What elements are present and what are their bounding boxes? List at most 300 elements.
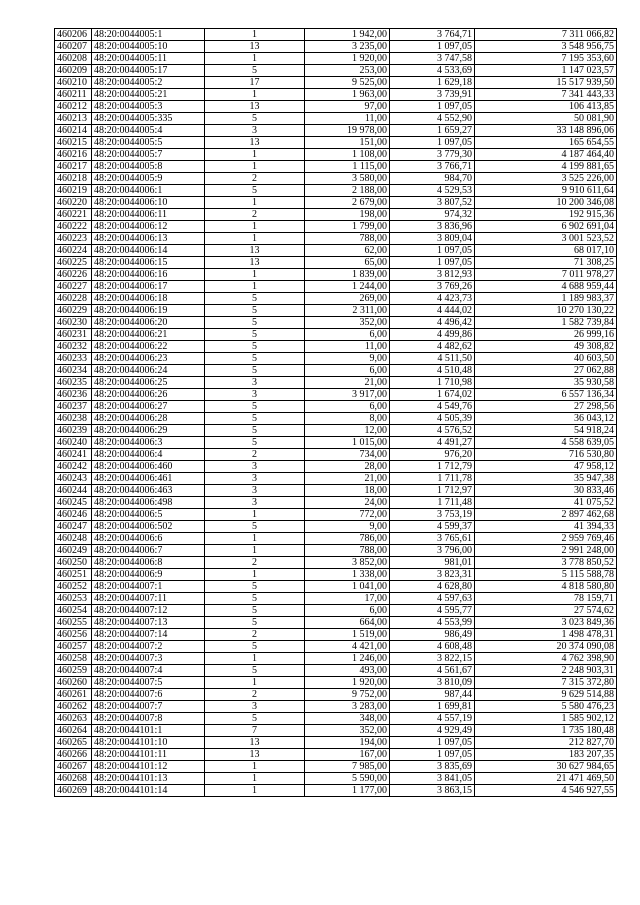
cadastral-number: 48:20:0044006:19 — [92, 305, 205, 317]
cadastral-value: 41 075,52 — [475, 497, 617, 509]
group-number: 5 — [205, 605, 305, 617]
area: 198,00 — [305, 209, 390, 221]
row-id: 460225 — [55, 257, 92, 269]
group-number: 2 — [205, 449, 305, 461]
area: 8,00 — [305, 413, 390, 425]
table-row — [55, 377, 617, 389]
area: 62,00 — [305, 245, 390, 257]
unit-price: 3 769,26 — [390, 281, 475, 293]
area: 786,00 — [305, 533, 390, 545]
unit-price: 4 929,49 — [390, 725, 475, 737]
table-row — [55, 329, 617, 341]
unit-price: 1 699,81 — [390, 701, 475, 713]
group-number: 5 — [205, 365, 305, 377]
group-number: 3 — [205, 377, 305, 389]
group-number: 5 — [205, 341, 305, 353]
cadastral-number: 48:20:0044006:18 — [92, 293, 205, 305]
table-row — [55, 317, 617, 329]
group-number: 13 — [205, 101, 305, 113]
table-row — [55, 221, 617, 233]
cadastral-number: 48:20:0044006:498 — [92, 497, 205, 509]
table-body — [55, 29, 617, 797]
table-row — [55, 545, 617, 557]
unit-price: 3 739,91 — [390, 89, 475, 101]
group-number: 1 — [205, 149, 305, 161]
cadastral-number: 48:20:0044007:13 — [92, 617, 205, 629]
cadastral-value: 10 270 130,22 — [475, 305, 617, 317]
unit-price: 4 529,53 — [390, 185, 475, 197]
group-number: 13 — [205, 257, 305, 269]
table-row — [55, 401, 617, 413]
area: 17,00 — [305, 593, 390, 605]
area: 6,00 — [305, 401, 390, 413]
area: 1 246,00 — [305, 653, 390, 665]
unit-price: 1 097,05 — [390, 749, 475, 761]
cadastral-value: 4 762 398,90 — [475, 653, 617, 665]
row-id: 460210 — [55, 77, 92, 89]
table-row — [55, 41, 617, 53]
group-number: 1 — [205, 545, 305, 557]
group-number: 1 — [205, 197, 305, 209]
cadastral-number: 48:20:0044006:3 — [92, 437, 205, 449]
group-number: 2 — [205, 557, 305, 569]
unit-price: 3 807,52 — [390, 197, 475, 209]
area: 6,00 — [305, 329, 390, 341]
table-row — [55, 701, 617, 713]
table-row — [55, 365, 617, 377]
table-row — [55, 653, 617, 665]
cadastral-value: 78 159,71 — [475, 593, 617, 605]
cadastral-number: 48:20:0044101:1 — [92, 725, 205, 737]
unit-price: 3 810,09 — [390, 677, 475, 689]
cadastral-number: 48:20:0044005:21 — [92, 89, 205, 101]
area: 1 920,00 — [305, 677, 390, 689]
cadastral-value: 7 315 372,80 — [475, 677, 617, 689]
table-row — [55, 557, 617, 569]
row-id: 460252 — [55, 581, 92, 593]
unit-price: 3 753,19 — [390, 509, 475, 521]
cadastral-number: 48:20:0044007:2 — [92, 641, 205, 653]
cadastral-value: 106 413,85 — [475, 101, 617, 113]
row-id: 460242 — [55, 461, 92, 473]
group-number: 5 — [205, 425, 305, 437]
row-id: 460213 — [55, 113, 92, 125]
cadastral-value: 1 585 902,12 — [475, 713, 617, 725]
table-row — [55, 725, 617, 737]
row-id: 460260 — [55, 677, 92, 689]
table-row — [55, 413, 617, 425]
area: 772,00 — [305, 509, 390, 521]
row-id: 460218 — [55, 173, 92, 185]
row-id: 460248 — [55, 533, 92, 545]
table-row — [55, 233, 617, 245]
cadastral-value: 4 688 959,44 — [475, 281, 617, 293]
row-id: 460247 — [55, 521, 92, 533]
cadastral-value: 4 199 881,65 — [475, 161, 617, 173]
row-id: 460215 — [55, 137, 92, 149]
unit-price: 1 674,02 — [390, 389, 475, 401]
cadastral-value: 7 195 353,60 — [475, 53, 617, 65]
group-number: 13 — [205, 245, 305, 257]
cadastral-value: 212 827,70 — [475, 737, 617, 749]
unit-price: 4 505,39 — [390, 413, 475, 425]
cadastral-value: 50 081,90 — [475, 113, 617, 125]
cadastral-number: 48:20:0044007:11 — [92, 593, 205, 605]
area: 7 985,00 — [305, 761, 390, 773]
cadastral-number: 48:20:0044006:461 — [92, 473, 205, 485]
table-row — [55, 185, 617, 197]
row-id: 460236 — [55, 389, 92, 401]
group-number: 1 — [205, 761, 305, 773]
group-number: 1 — [205, 653, 305, 665]
row-id: 460262 — [55, 701, 92, 713]
cadastral-number: 48:20:0044005:17 — [92, 65, 205, 77]
area: 167,00 — [305, 749, 390, 761]
row-id: 460261 — [55, 689, 92, 701]
cadastral-number: 48:20:0044006:25 — [92, 377, 205, 389]
area: 18,00 — [305, 485, 390, 497]
group-number: 5 — [205, 401, 305, 413]
cadastral-value: 27 574,62 — [475, 605, 617, 617]
cadastral-number: 48:20:0044006:28 — [92, 413, 205, 425]
cadastral-number: 48:20:0044006:1 — [92, 185, 205, 197]
row-id: 460264 — [55, 725, 92, 737]
area: 3 917,00 — [305, 389, 390, 401]
cadastral-number: 48:20:0044101:11 — [92, 749, 205, 761]
cadastral-number: 48:20:0044101:10 — [92, 737, 205, 749]
row-id: 460227 — [55, 281, 92, 293]
group-number: 1 — [205, 269, 305, 281]
group-number: 5 — [205, 185, 305, 197]
row-id: 460258 — [55, 653, 92, 665]
group-number: 3 — [205, 125, 305, 137]
area: 21,00 — [305, 473, 390, 485]
table-row — [55, 269, 617, 281]
group-number: 3 — [205, 389, 305, 401]
unit-price: 3 812,93 — [390, 269, 475, 281]
cadastral-number: 48:20:0044005:4 — [92, 125, 205, 137]
row-id: 460244 — [55, 485, 92, 497]
table-row — [55, 509, 617, 521]
unit-price: 1 097,05 — [390, 137, 475, 149]
area: 65,00 — [305, 257, 390, 269]
cadastral-value: 1 582 739,84 — [475, 317, 617, 329]
row-id: 460223 — [55, 233, 92, 245]
cadastral-value: 47 958,12 — [475, 461, 617, 473]
area: 1 244,00 — [305, 281, 390, 293]
unit-price: 4 608,48 — [390, 641, 475, 653]
row-id: 460214 — [55, 125, 92, 137]
area: 2 188,00 — [305, 185, 390, 197]
unit-price: 1 659,27 — [390, 125, 475, 137]
row-id: 460206 — [55, 29, 92, 41]
unit-price: 3 747,58 — [390, 53, 475, 65]
cadastral-value: 49 308,82 — [475, 341, 617, 353]
row-id: 460267 — [55, 761, 92, 773]
area: 493,00 — [305, 665, 390, 677]
cadastral-value: 30 627 984,65 — [475, 761, 617, 773]
cadastral-value: 7 311 066,82 — [475, 29, 617, 41]
unit-price: 4 553,99 — [390, 617, 475, 629]
group-number: 7 — [205, 725, 305, 737]
row-id: 460238 — [55, 413, 92, 425]
cadastral-number: 48:20:0044007:5 — [92, 677, 205, 689]
cadastral-number: 48:20:0044005:3 — [92, 101, 205, 113]
row-id: 460257 — [55, 641, 92, 653]
cadastral-number: 48:20:0044006:12 — [92, 221, 205, 233]
area: 1 799,00 — [305, 221, 390, 233]
area: 4 421,00 — [305, 641, 390, 653]
area: 1 015,00 — [305, 437, 390, 449]
table-row — [55, 713, 617, 725]
unit-price: 4 576,52 — [390, 425, 475, 437]
row-id: 460256 — [55, 629, 92, 641]
unit-price: 974,32 — [390, 209, 475, 221]
cadastral-number: 48:20:0044005:335 — [92, 113, 205, 125]
unit-price: 4 599,37 — [390, 521, 475, 533]
unit-price: 984,70 — [390, 173, 475, 185]
group-number: 2 — [205, 689, 305, 701]
cadastral-number: 48:20:0044006:7 — [92, 545, 205, 557]
area: 1 839,00 — [305, 269, 390, 281]
cadastral-value: 1 147 023,57 — [475, 65, 617, 77]
table-row — [55, 629, 617, 641]
cadastral-value: 68 017,10 — [475, 245, 617, 257]
cadastral-value: 192 915,36 — [475, 209, 617, 221]
unit-price: 4 499,86 — [390, 329, 475, 341]
unit-price: 4 423,73 — [390, 293, 475, 305]
table-row — [55, 101, 617, 113]
cadastral-value: 6 557 136,34 — [475, 389, 617, 401]
group-number: 5 — [205, 113, 305, 125]
row-id: 460230 — [55, 317, 92, 329]
cadastral-value: 7 341 443,33 — [475, 89, 617, 101]
unit-price: 4 557,19 — [390, 713, 475, 725]
area: 348,00 — [305, 713, 390, 725]
cadastral-number: 48:20:0044101:13 — [92, 773, 205, 785]
cadastral-number: 48:20:0044005:7 — [92, 149, 205, 161]
area: 664,00 — [305, 617, 390, 629]
cadastral-value: 3 023 849,36 — [475, 617, 617, 629]
cadastral-number: 48:20:0044006:15 — [92, 257, 205, 269]
cadastral-value: 3 001 523,52 — [475, 233, 617, 245]
cadastral-value: 5 115 588,78 — [475, 569, 617, 581]
unit-price: 3 841,05 — [390, 773, 475, 785]
cadastral-value: 2 991 248,00 — [475, 545, 617, 557]
area: 788,00 — [305, 545, 390, 557]
group-number: 17 — [205, 77, 305, 89]
group-number: 13 — [205, 749, 305, 761]
row-id: 460221 — [55, 209, 92, 221]
group-number: 1 — [205, 161, 305, 173]
unit-price: 1 711,48 — [390, 497, 475, 509]
area: 1 177,00 — [305, 785, 390, 797]
area: 3 580,00 — [305, 173, 390, 185]
cadastral-value: 21 471 469,50 — [475, 773, 617, 785]
table-row — [55, 65, 617, 77]
cadastral-value: 2 897 462,68 — [475, 509, 617, 521]
row-id: 460211 — [55, 89, 92, 101]
row-id: 460212 — [55, 101, 92, 113]
cadastral-value: 33 148 896,06 — [475, 125, 617, 137]
row-id: 460235 — [55, 377, 92, 389]
row-id: 460208 — [55, 53, 92, 65]
cadastral-number: 48:20:0044005:2 — [92, 77, 205, 89]
table-row — [55, 521, 617, 533]
area: 3 283,00 — [305, 701, 390, 713]
group-number: 1 — [205, 677, 305, 689]
row-id: 460246 — [55, 509, 92, 521]
area: 1 041,00 — [305, 581, 390, 593]
cadastral-number: 48:20:0044007:4 — [92, 665, 205, 677]
row-id: 460255 — [55, 617, 92, 629]
row-id: 460228 — [55, 293, 92, 305]
unit-price: 3 823,31 — [390, 569, 475, 581]
row-id: 460239 — [55, 425, 92, 437]
row-id: 460240 — [55, 437, 92, 449]
unit-price: 4 597,63 — [390, 593, 475, 605]
area: 788,00 — [305, 233, 390, 245]
cadastral-value: 4 818 580,80 — [475, 581, 617, 593]
row-id: 460259 — [55, 665, 92, 677]
area: 9,00 — [305, 521, 390, 533]
unit-price: 1 710,98 — [390, 377, 475, 389]
unit-price: 3 809,04 — [390, 233, 475, 245]
row-id: 460209 — [55, 65, 92, 77]
cadastral-number: 48:20:0044006:8 — [92, 557, 205, 569]
unit-price: 1 712,97 — [390, 485, 475, 497]
unit-price: 3 822,15 — [390, 653, 475, 665]
group-number: 5 — [205, 293, 305, 305]
unit-price: 4 491,27 — [390, 437, 475, 449]
row-id: 460216 — [55, 149, 92, 161]
table-row — [55, 353, 617, 365]
row-id: 460249 — [55, 545, 92, 557]
area: 194,00 — [305, 737, 390, 749]
area: 21,00 — [305, 377, 390, 389]
table-row — [55, 677, 617, 689]
cadastral-number: 48:20:0044006:463 — [92, 485, 205, 497]
cadastral-value: 183 207,35 — [475, 749, 617, 761]
cadastral-value: 1 189 983,37 — [475, 293, 617, 305]
cadastral-value: 165 654,55 — [475, 137, 617, 149]
cadastral-value: 54 918,24 — [475, 425, 617, 437]
row-id: 460234 — [55, 365, 92, 377]
row-id: 460251 — [55, 569, 92, 581]
cadastral-value: 5 580 476,23 — [475, 701, 617, 713]
row-id: 460266 — [55, 749, 92, 761]
table-row — [55, 281, 617, 293]
group-number: 5 — [205, 437, 305, 449]
area: 12,00 — [305, 425, 390, 437]
cadastral-number: 48:20:0044006:10 — [92, 197, 205, 209]
area: 24,00 — [305, 497, 390, 509]
row-id: 460268 — [55, 773, 92, 785]
table-row — [55, 389, 617, 401]
cadastral-number: 48:20:0044007:1 — [92, 581, 205, 593]
cadastral-value: 20 374 090,08 — [475, 641, 617, 653]
cadastral-number: 48:20:0044005:5 — [92, 137, 205, 149]
row-id: 460265 — [55, 737, 92, 749]
cadastral-value: 35 930,58 — [475, 377, 617, 389]
cadastral-value: 1 498 478,31 — [475, 629, 617, 641]
cadastral-number: 48:20:0044101:12 — [92, 761, 205, 773]
cadastral-value: 27 062,88 — [475, 365, 617, 377]
cadastral-value: 6 902 691,04 — [475, 221, 617, 233]
group-number: 3 — [205, 701, 305, 713]
table-row — [55, 77, 617, 89]
cadastral-value: 35 947,38 — [475, 473, 617, 485]
unit-price: 3 765,61 — [390, 533, 475, 545]
group-number: 5 — [205, 413, 305, 425]
area: 3 235,00 — [305, 41, 390, 53]
table-row — [55, 173, 617, 185]
table-row — [55, 137, 617, 149]
group-number: 3 — [205, 485, 305, 497]
cadastral-value: 9 910 611,64 — [475, 185, 617, 197]
row-id: 460220 — [55, 197, 92, 209]
row-id: 460217 — [55, 161, 92, 173]
area: 3 852,00 — [305, 557, 390, 569]
group-number: 5 — [205, 329, 305, 341]
unit-price: 1 097,05 — [390, 245, 475, 257]
area: 2 679,00 — [305, 197, 390, 209]
table-row — [55, 257, 617, 269]
unit-price: 1 712,79 — [390, 461, 475, 473]
cadastral-value: 4 558 639,05 — [475, 437, 617, 449]
table-row — [55, 473, 617, 485]
table-row — [55, 197, 617, 209]
unit-price: 981,01 — [390, 557, 475, 569]
row-id: 460250 — [55, 557, 92, 569]
cadastral-number: 48:20:0044006:23 — [92, 353, 205, 365]
cadastral-number: 48:20:0044006:9 — [92, 569, 205, 581]
cadastral-value: 26 999,16 — [475, 329, 617, 341]
cadastral-number: 48:20:0044006:24 — [92, 365, 205, 377]
cadastral-number: 48:20:0044005:9 — [92, 173, 205, 185]
cadastral-number: 48:20:0044006:22 — [92, 341, 205, 353]
unit-price: 4 444,02 — [390, 305, 475, 317]
unit-price: 986,49 — [390, 629, 475, 641]
table-row — [55, 761, 617, 773]
cadastral-value: 3 778 850,52 — [475, 557, 617, 569]
area: 9 752,00 — [305, 689, 390, 701]
group-number: 5 — [205, 581, 305, 593]
group-number: 5 — [205, 521, 305, 533]
cadastral-number: 48:20:0044006:5 — [92, 509, 205, 521]
group-number: 2 — [205, 209, 305, 221]
table-row — [55, 245, 617, 257]
cadastral-value: 9 629 514,88 — [475, 689, 617, 701]
table-row — [55, 485, 617, 497]
cadastral-value: 1 735 180,48 — [475, 725, 617, 737]
unit-price: 4 628,80 — [390, 581, 475, 593]
area: 1 942,00 — [305, 29, 390, 41]
group-number: 3 — [205, 473, 305, 485]
table-row — [55, 497, 617, 509]
unit-price: 1 097,05 — [390, 41, 475, 53]
row-id: 460253 — [55, 593, 92, 605]
cadastral-number: 48:20:0044006:502 — [92, 521, 205, 533]
unit-price: 3 766,71 — [390, 161, 475, 173]
unit-price: 4 482,62 — [390, 341, 475, 353]
cadastral-value: 40 603,50 — [475, 353, 617, 365]
table-row — [55, 581, 617, 593]
row-id: 460233 — [55, 353, 92, 365]
unit-price: 4 549,76 — [390, 401, 475, 413]
cadastral-number: 48:20:0044007:12 — [92, 605, 205, 617]
group-number: 5 — [205, 65, 305, 77]
